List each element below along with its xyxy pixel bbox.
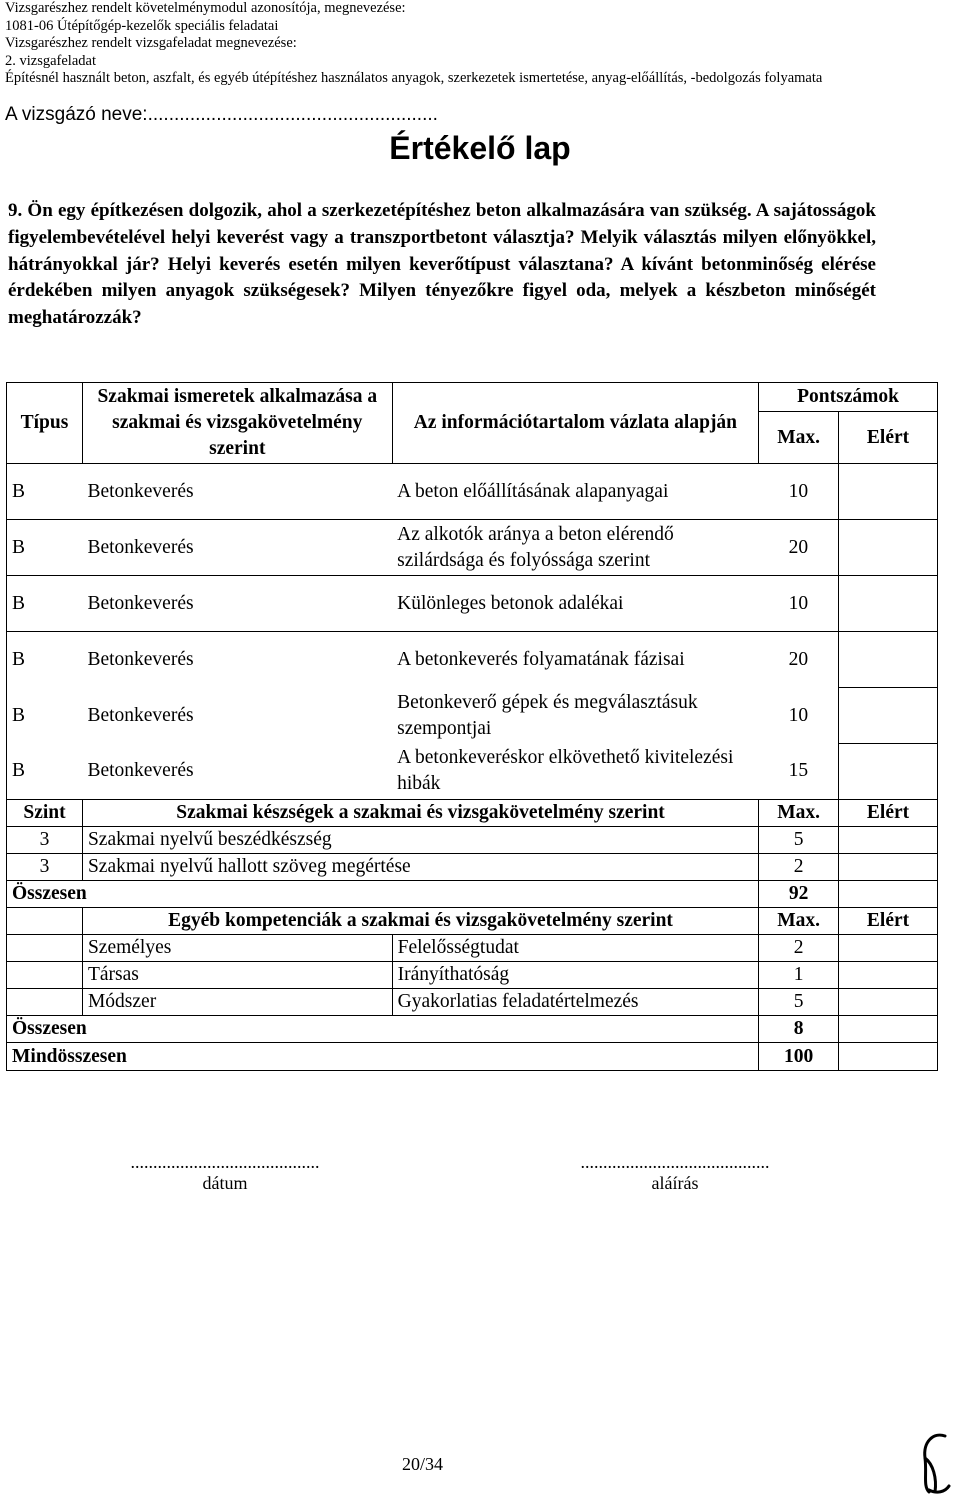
skill-item: Szakmai nyelvű hallott szöveg megértése <box>82 854 758 881</box>
competencies-header-max: Max. <box>759 908 839 935</box>
row-type: B <box>7 744 83 800</box>
subtotal-row <box>7 1016 938 1043</box>
skill-achieved[interactable] <box>839 854 938 881</box>
subtotal-value: 92 <box>759 881 839 908</box>
signature-line[interactable]: .......................................... <box>580 1152 770 1172</box>
skills-header-max: Max. <box>759 800 839 827</box>
table-row <box>7 744 938 800</box>
header-line-4: 2. vizsgafeladat <box>5 52 96 69</box>
competency-category: Személyes <box>82 935 392 962</box>
row-type: B <box>7 520 83 576</box>
row-topic: Betonkeverés <box>82 520 392 576</box>
task-description: 9. Ön egy építkezésen dolgozik, ahol a szerkezetépítéshez beton alkalmazására van szükség. A sajátosságok figyelembevételével helyi keverést vagy a transzportbetont választja? Melyik választás milyen előnyökkel, hátrányokkal jár? Helyi keverés esetén milyen keverőtípust választana? A kívánt betonminőség elérése érdekében milyen anyagok szükségesek? Milyen tényezőkre figyel oda, melyek a készbeton minőségét meghatározzák? <box>8 200 876 329</box>
row-max: 10 <box>759 576 839 632</box>
header-outline: Az információtartalom vázlata alapján <box>392 383 759 464</box>
row-achieved[interactable] <box>839 632 938 688</box>
skills-header-level: Szint <box>7 800 83 827</box>
row-max: 20 <box>759 520 839 576</box>
competency-category: Társas <box>82 962 392 989</box>
skills-header-title: Szakmai készségek a szakmai és vizsgakövetelmény szerint <box>82 800 758 827</box>
row-item: A betonkeveréskor elkövethető kivitelezési hibák <box>392 744 759 800</box>
competency-achieved[interactable] <box>839 935 938 962</box>
row-topic: Betonkeverés <box>87 704 194 726</box>
subtotal-row <box>7 881 938 908</box>
row-achieved[interactable] <box>839 744 938 800</box>
skills-header-achieved: Elért <box>839 800 938 827</box>
competencies-header-title: Egyéb kompetenciák a szakmai és vizsgakövetelmény szerint <box>82 908 758 935</box>
grand-total-value: 100 <box>759 1043 839 1071</box>
row-achieved[interactable] <box>839 464 938 520</box>
row-topic: Betonkeverés <box>82 576 392 632</box>
header-achieved: Elért <box>839 412 938 464</box>
header-type: Típus <box>7 383 83 464</box>
row-item: Különleges betonok adalékai <box>392 576 759 632</box>
competencies-header-achieved: Elért <box>839 908 938 935</box>
page-number: 20/34 <box>401 1454 443 1474</box>
table-row <box>7 962 938 989</box>
row-item: Betonkeverő gépek és megválasztásuk szempontjai <box>397 691 698 739</box>
row-type: B <box>7 632 83 688</box>
skill-level: 3 <box>7 827 83 854</box>
table-row <box>7 688 938 744</box>
handwritten-initial-mark <box>915 1428 955 1498</box>
grand-total-achieved[interactable] <box>839 1043 938 1071</box>
skill-max: 5 <box>759 827 839 854</box>
date-block <box>90 1152 360 1194</box>
competency-max: 2 <box>759 935 839 962</box>
skill-max: 2 <box>759 854 839 881</box>
row-type: B <box>7 576 83 632</box>
subtotal-label: Összesen <box>7 1016 759 1043</box>
skills-header-row <box>7 800 938 827</box>
competency-item: Felelősségtudat <box>392 935 759 962</box>
skill-achieved[interactable] <box>839 827 938 854</box>
table-row <box>7 989 938 1016</box>
grand-total-label: Mindösszesen <box>7 1043 759 1071</box>
row-achieved[interactable] <box>839 520 938 576</box>
row-achieved[interactable] <box>839 688 938 744</box>
document-header <box>5 0 822 88</box>
row-type: B <box>7 688 83 744</box>
row-topic: Betonkeverés <box>82 744 392 800</box>
table-row <box>7 854 938 881</box>
examinee-name-field: A vizsgázó neve:....................................................... <box>5 104 438 125</box>
header-line-2: 1081-06 Útépítőgép-kezelők speciális feladatai <box>5 17 279 34</box>
evaluation-table <box>6 382 938 1071</box>
competency-category: Módszer <box>82 989 392 1016</box>
table-row <box>7 520 938 576</box>
table-row <box>7 576 938 632</box>
table-row <box>7 464 938 520</box>
skill-level: 3 <box>7 854 83 881</box>
row-achieved[interactable] <box>839 576 938 632</box>
row-max: 10 <box>759 688 839 744</box>
competency-item: Gyakorlatias feladatértelmezés <box>392 989 759 1016</box>
subtotal-label: Összesen <box>7 881 759 908</box>
competency-max: 1 <box>759 962 839 989</box>
page-title: Értékelő lap <box>389 130 571 166</box>
row-max: 15 <box>759 744 839 800</box>
header-line-3: Vizsgarészhez rendelt vizsgafeladat megnevezése: <box>5 35 297 52</box>
competency-achieved[interactable] <box>839 989 938 1016</box>
header-line-1: Vizsgarészhez rendelt követelménymodul azonosítója, megnevezése: <box>5 0 406 16</box>
row-item: Az alkotók aránya a beton elérendő szilárdsága és folyóssága szerint <box>392 520 759 576</box>
header-line-5: Építésnél használt beton, aszfalt, és egyéb útépítéshez használatos anyagok, szerkezetek ismertetése, anyag-előállítás, -bedolgozás folyamata <box>5 70 823 87</box>
subtotal-value: 8 <box>759 1016 839 1043</box>
header-points: Pontszámok <box>759 383 938 412</box>
competency-max: 5 <box>759 989 839 1016</box>
competencies-header-row <box>7 908 938 935</box>
signature-block <box>540 1152 810 1194</box>
table-row <box>7 632 938 688</box>
table-row <box>7 827 938 854</box>
row-topic: Betonkeverés <box>82 632 392 688</box>
row-max: 20 <box>759 632 839 688</box>
row-item: A beton előállításának alapanyagai <box>392 464 759 520</box>
row-type: B <box>7 464 83 520</box>
signature-label: aláírás <box>651 1173 699 1193</box>
header-max: Max. <box>759 412 839 464</box>
row-topic: Betonkeverés <box>82 464 392 520</box>
competency-item: Irányíthatóság <box>392 962 759 989</box>
subtotal-achieved[interactable] <box>839 881 938 908</box>
grand-total-row <box>7 1043 938 1071</box>
row-item: A betonkeverés folyamatának fázisai <box>392 632 759 688</box>
date-line[interactable]: .......................................... <box>130 1152 320 1172</box>
date-label: dátum <box>202 1173 248 1193</box>
competency-achieved[interactable] <box>839 962 938 989</box>
header-knowledge: Szakmai ismeretek alkalmazása a szakmai és vizsgakövetelmény szerint <box>82 383 392 464</box>
subtotal-achieved[interactable] <box>839 1016 938 1043</box>
skill-item: Szakmai nyelvű beszédkészség <box>82 827 758 854</box>
table-row <box>7 935 938 962</box>
row-max: 10 <box>759 464 839 520</box>
